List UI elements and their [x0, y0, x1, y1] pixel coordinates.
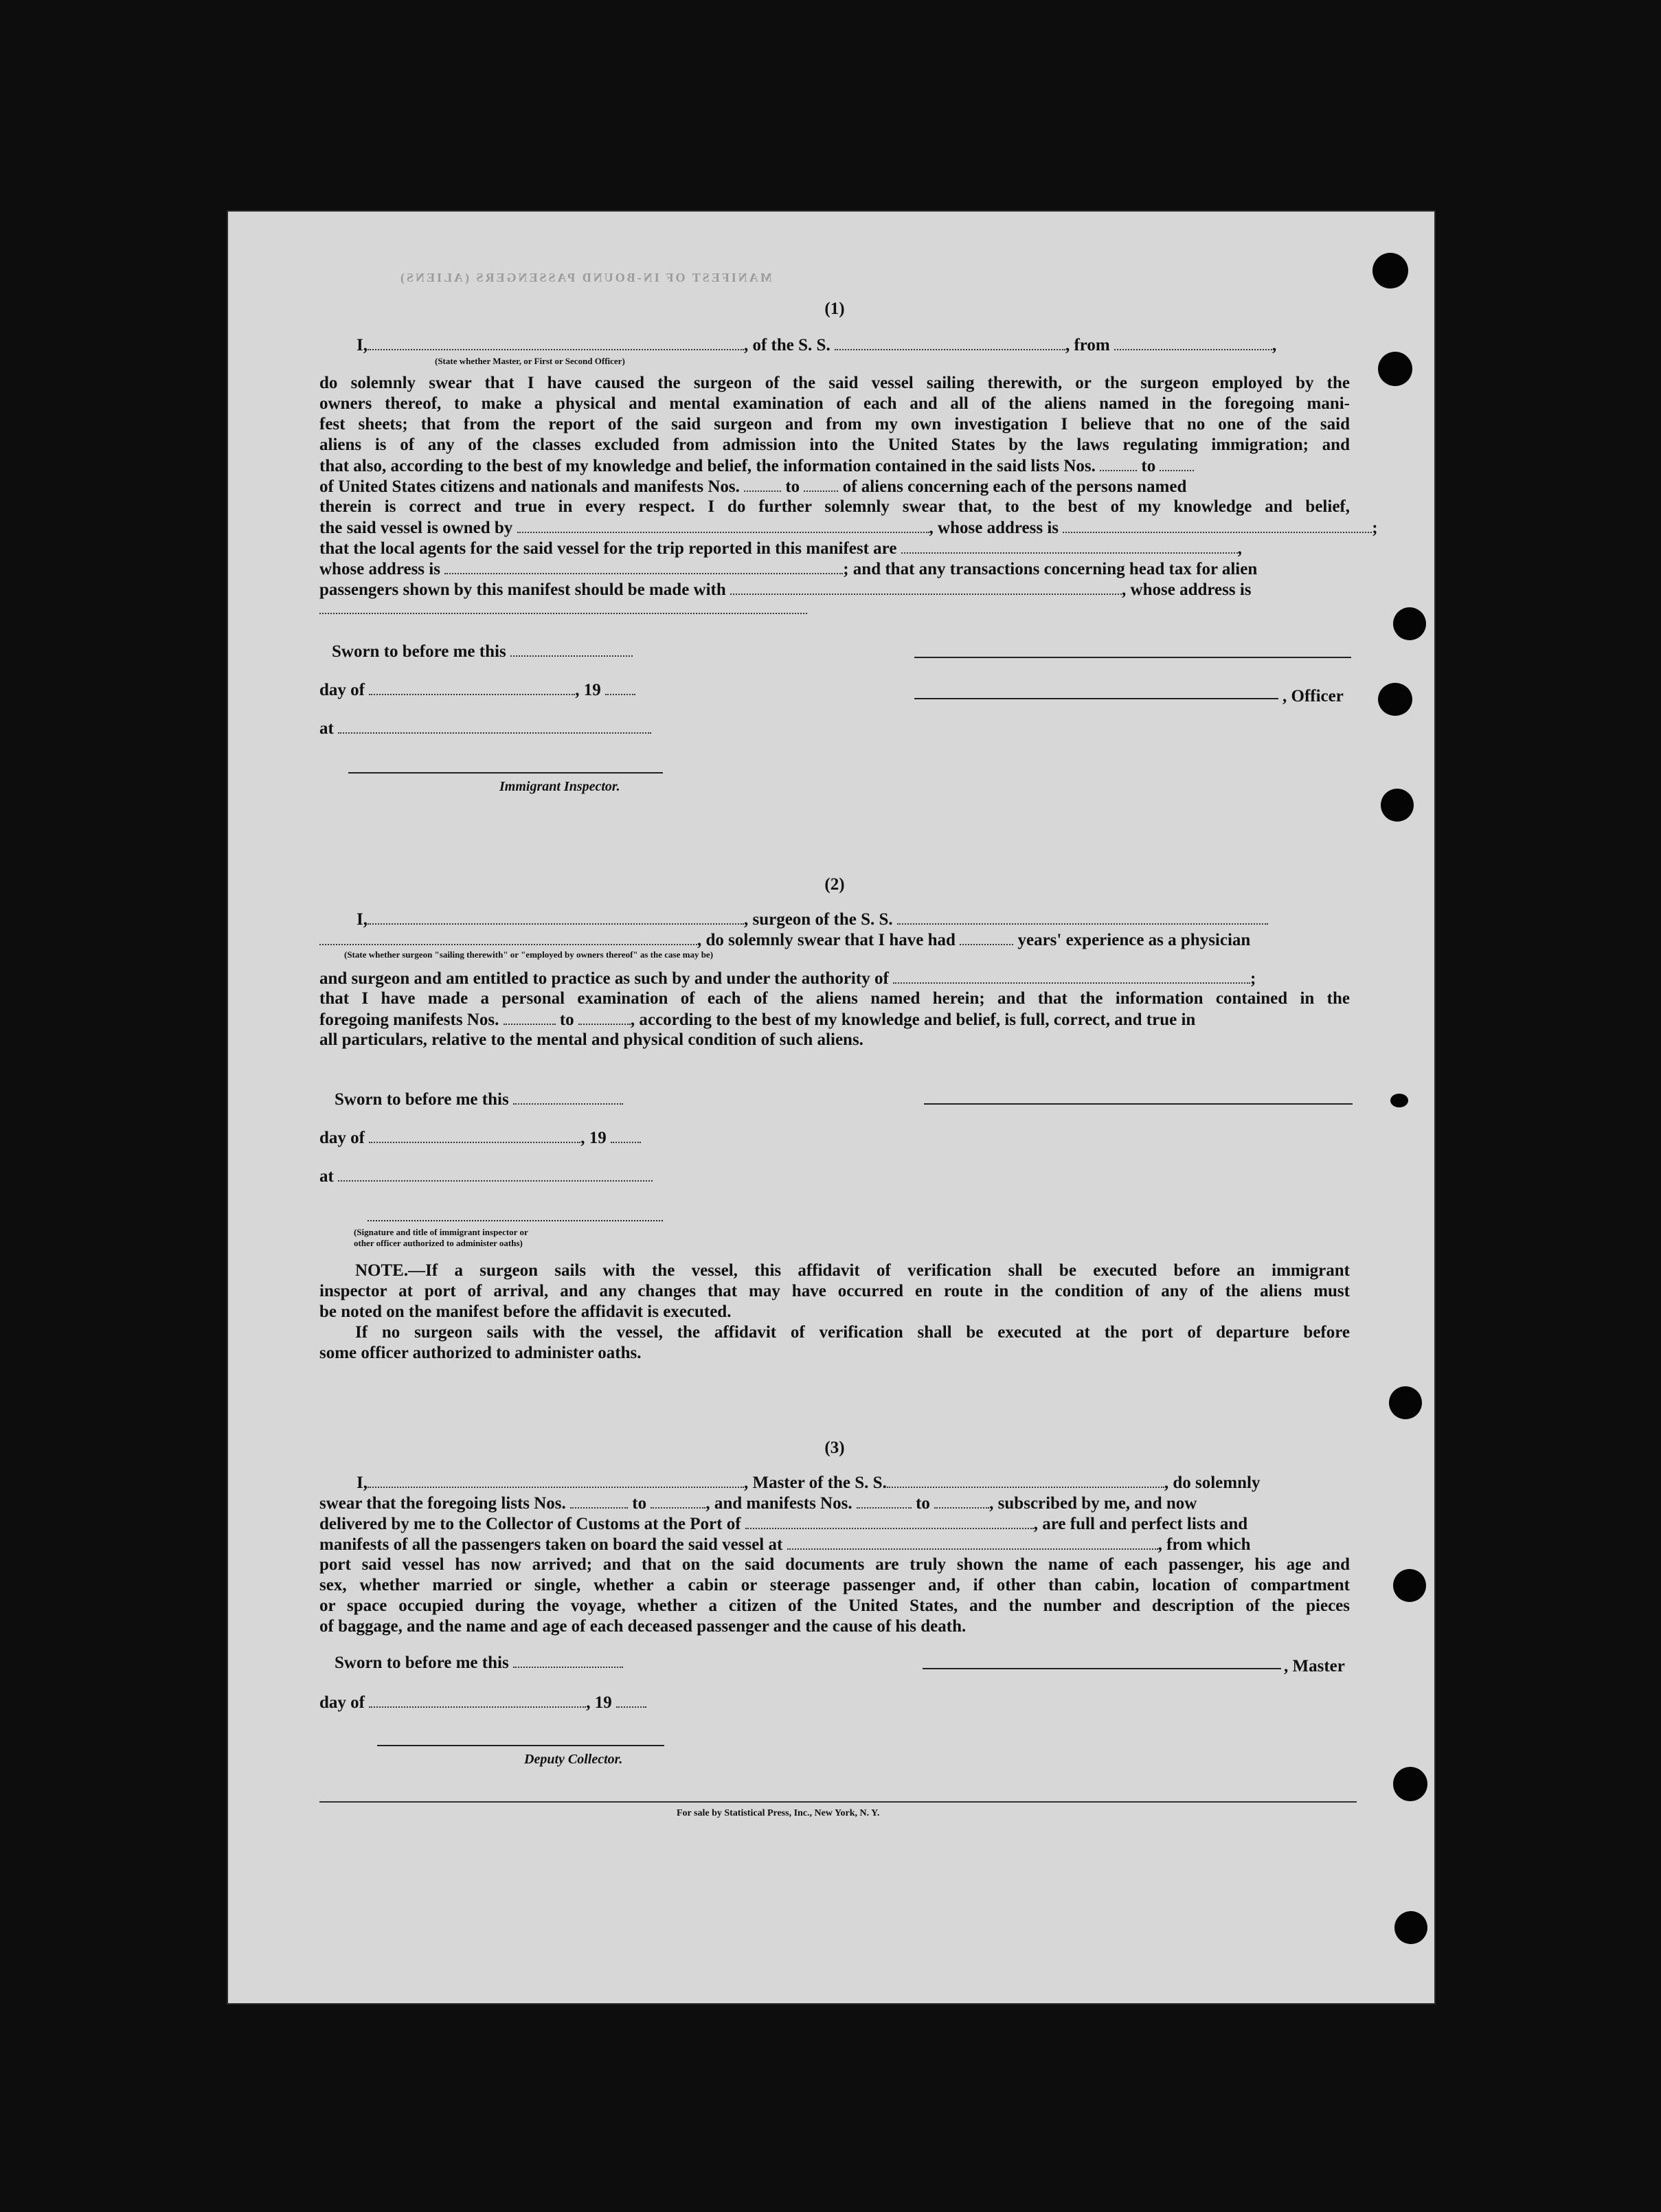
years-experience-field[interactable]: [960, 930, 1013, 945]
s3-vessel-field[interactable]: [887, 1473, 1164, 1488]
master-signature-line[interactable]: [923, 1668, 1281, 1669]
s3-manifests-to-field[interactable]: [934, 1493, 989, 1509]
s1-owner-line: the said vessel is owned by , whose address is ;: [319, 519, 1378, 537]
s1-body-line: therein is correct and true in every respect. I do further solemnly swear that, to the best of my knowledge and belief,: [319, 497, 1350, 516]
punch-hole: [1378, 683, 1412, 716]
immigrant-inspector-caption: Immigrant Inspector.: [499, 779, 620, 794]
s2-manifest-from-field[interactable]: [504, 1010, 556, 1025]
local-agents-field[interactable]: [901, 539, 1238, 554]
s2-sworn: Sworn to before me this: [319, 1090, 1350, 1109]
s2-officer-signature-line[interactable]: [368, 1220, 663, 1221]
s2-vessel-field[interactable]: [897, 910, 1268, 925]
punch-hole: [1390, 1094, 1408, 1107]
s1-body-line: owners thereof, to make a physical and mental examination of each and all of the aliens named in the foregoing mani-: [319, 394, 1350, 413]
note-line: some officer authorized to administer oaths.: [319, 1344, 642, 1362]
punch-hole: [1393, 1767, 1427, 1801]
s1-lists-line: that also, according to the best of my knowledge and belief, the information contained in the said lists Nos. to: [319, 456, 1350, 476]
s2-line-2: , do solemnly swear that I have had years' experience as a physician: [319, 930, 1350, 950]
s2-status-note: (State whether surgeon "sailing therewith" or "employed by owners thereof" as the case may be): [344, 949, 714, 960]
s2-at: at: [319, 1166, 1350, 1186]
s3-body-line: sex, whether married or single, whether a cabin or steerage passenger and, if other than cabin, location of compartment: [319, 1576, 1350, 1594]
s3-lists-from-field[interactable]: [570, 1493, 628, 1509]
agents-address-field[interactable]: [444, 559, 843, 574]
s3-line-4: manifests of all the passengers taken on board the said vessel at , from which: [319, 1535, 1251, 1554]
section-2-number: (2): [824, 875, 845, 894]
s2-manifest-to-field[interactable]: [578, 1010, 631, 1025]
s2-sworn-date-field[interactable]: [513, 1090, 623, 1105]
s1-at: at: [319, 719, 1350, 738]
deputy-collector-caption: Deputy Collector.: [524, 1752, 623, 1767]
punch-hole: [1394, 1911, 1427, 1944]
s2-line-3: and surgeon and am entitled to practice as such by and under the authority of ;: [319, 969, 1256, 988]
surgeon-signature-line[interactable]: [924, 1103, 1353, 1105]
s3-lists-to-field[interactable]: [651, 1493, 705, 1509]
head-tax-contact-field[interactable]: [730, 580, 1122, 595]
s2-day-of-field[interactable]: [369, 1128, 580, 1143]
s3-body-line: or space occupied during the voyage, whether a citizen of the United States, and the number and description of the pieces: [319, 1596, 1350, 1615]
s2-body-line: all particulars, relative to the mental and physical condition of such aliens.: [319, 1030, 863, 1049]
s2-line-5: foregoing manifests Nos. to , according to the best of my knowledge and belief, is full, correct, and true in: [319, 1011, 1196, 1029]
owner-address-field[interactable]: [1063, 518, 1372, 533]
s2-year-field[interactable]: [611, 1128, 641, 1143]
punch-hole: [1378, 352, 1412, 386]
lists-from-field[interactable]: [1100, 456, 1137, 471]
boarding-port-field[interactable]: [787, 1535, 1158, 1550]
head-tax-address-field[interactable]: [319, 599, 807, 614]
note-line: If no surgeon sails with the vessel, the affidavit of verification shall be executed at the port of departure before: [355, 1323, 1350, 1342]
s2-line-1: I, , surgeon of the S. S.: [319, 910, 1350, 929]
s3-line-1: I, , Master of the S. S. , do solemnly: [357, 1474, 1261, 1492]
owner-field[interactable]: [517, 518, 929, 533]
note-line: NOTE.—If a surgeon sails with the vessel, this affidavit of verification shall be executed before an immigrant: [355, 1261, 1350, 1280]
s3-body-line: port said vessel has now arrived; and that on the said documents are truly shown the name of each passenger, his age and: [319, 1555, 1350, 1574]
s2-sig-note-1: (Signature and title of immigrant inspector or: [354, 1227, 528, 1237]
collector-port-field[interactable]: [745, 1514, 1034, 1529]
s3-sworn: Sworn to before me this: [319, 1653, 1350, 1673]
footer-rule: [319, 1801, 1357, 1803]
punch-hole: [1372, 253, 1408, 289]
s3-line-3: delivered by me to the Collector of Customs at the Port of , are full and perfect lists and: [319, 1515, 1248, 1533]
at-place-field[interactable]: [338, 719, 651, 734]
s3-master-name-field[interactable]: [368, 1473, 744, 1488]
section-1-number: (1): [824, 300, 845, 318]
s3-day-of: day of , 19: [319, 1693, 1350, 1713]
manifests-to-field[interactable]: [804, 477, 838, 492]
vessel-name-field[interactable]: [835, 335, 1065, 350]
s1-rank-note: (State whether Master, or First or Second Officer): [435, 356, 625, 366]
officer-signature-line-2[interactable]: [914, 698, 1278, 699]
s2-at-place-field[interactable]: [338, 1166, 653, 1182]
s1-day-of: day of , 19: [319, 680, 1350, 700]
s3-manifests-from-field[interactable]: [857, 1493, 912, 1509]
s3-sworn-date-field[interactable]: [513, 1653, 623, 1668]
punch-hole: [1389, 1386, 1422, 1419]
officer-signature-line-1[interactable]: [914, 657, 1351, 658]
punch-hole: [1393, 607, 1426, 640]
surgeon-status-field[interactable]: [319, 930, 697, 945]
s3-body-line: of baggage, and the name and age of each deceased passenger and the cause of his death.: [319, 1617, 967, 1636]
s2-body-line: that I have made a personal examination of each of the aliens named herein; and that the information contained in the: [319, 989, 1350, 1008]
s2-sig-note-2: other officer authorized to administer oaths): [354, 1238, 523, 1248]
officer-rank-field[interactable]: [368, 335, 744, 350]
section-3-number: (3): [824, 1438, 845, 1457]
s1-body-line: fest sheets; that from the report of the said surgeon and from my own investigation I believe that no one of the said: [319, 415, 1350, 433]
s3-year-field[interactable]: [616, 1693, 646, 1708]
master-label: , Master: [1284, 1657, 1345, 1675]
authority-field[interactable]: [893, 969, 1250, 984]
sworn-date-field[interactable]: [510, 642, 633, 657]
s1-line-1: I, , of the S. S. , from ,: [357, 336, 1277, 354]
deputy-collector-signature-line[interactable]: [377, 1745, 664, 1746]
s1-manifests-line: of United States citizens and nationals and manifests Nos. to of aliens concerning each of the persons named: [319, 477, 1187, 496]
printer-credit: For sale by Statistical Press, Inc., New York, N. Y.: [677, 1808, 880, 1818]
day-of-field[interactable]: [369, 680, 575, 695]
year-field[interactable]: [605, 680, 635, 695]
s1-body-line: aliens is of any of the classes excluded from admission into the United States by the laws regulating immigration; and: [319, 436, 1350, 454]
inspector-signature-line[interactable]: [348, 772, 663, 774]
manifests-from-field[interactable]: [744, 477, 781, 492]
note-line: inspector at port of arrival, and any changes that may have occurred en route in the condition of any of the aliens must: [319, 1282, 1350, 1300]
s1-passengers-line: passengers shown by this manifest should be made with , whose address is: [319, 580, 1252, 599]
officer-label: , Officer: [1283, 687, 1344, 706]
s3-day-of-field[interactable]: [369, 1693, 586, 1708]
faint-bleed-through-title: MANIFEST OF IN-BOUND PASSENGERS (ALIENS): [398, 271, 772, 284]
s1-agents-line: that the local agents for the said vessel for the trip reported in this manifest are ,: [319, 539, 1242, 558]
s3-line-2: swear that the foregoing lists Nos. to , and manifests Nos. to , subscribed by me, and now: [319, 1494, 1197, 1513]
document-page: [227, 210, 1436, 2005]
s1-body-line: do solemnly swear that I have caused the surgeon of the said vessel sailing therewith, or the surgeon employed by the: [319, 374, 1350, 392]
punch-hole: [1393, 1569, 1426, 1602]
s2-day-of: day of , 19: [319, 1128, 1350, 1148]
departure-port-field[interactable]: [1114, 335, 1272, 350]
s1-address-line: whose address is ; and that any transactions concerning head tax for alien: [319, 560, 1258, 578]
lists-to-field[interactable]: [1160, 456, 1194, 471]
note-line: be noted on the manifest before the affidavit is executed.: [319, 1302, 732, 1321]
surgeon-name-field[interactable]: [368, 910, 744, 925]
punch-hole: [1381, 789, 1414, 822]
s1-sworn: Sworn to before me this: [319, 642, 1350, 662]
